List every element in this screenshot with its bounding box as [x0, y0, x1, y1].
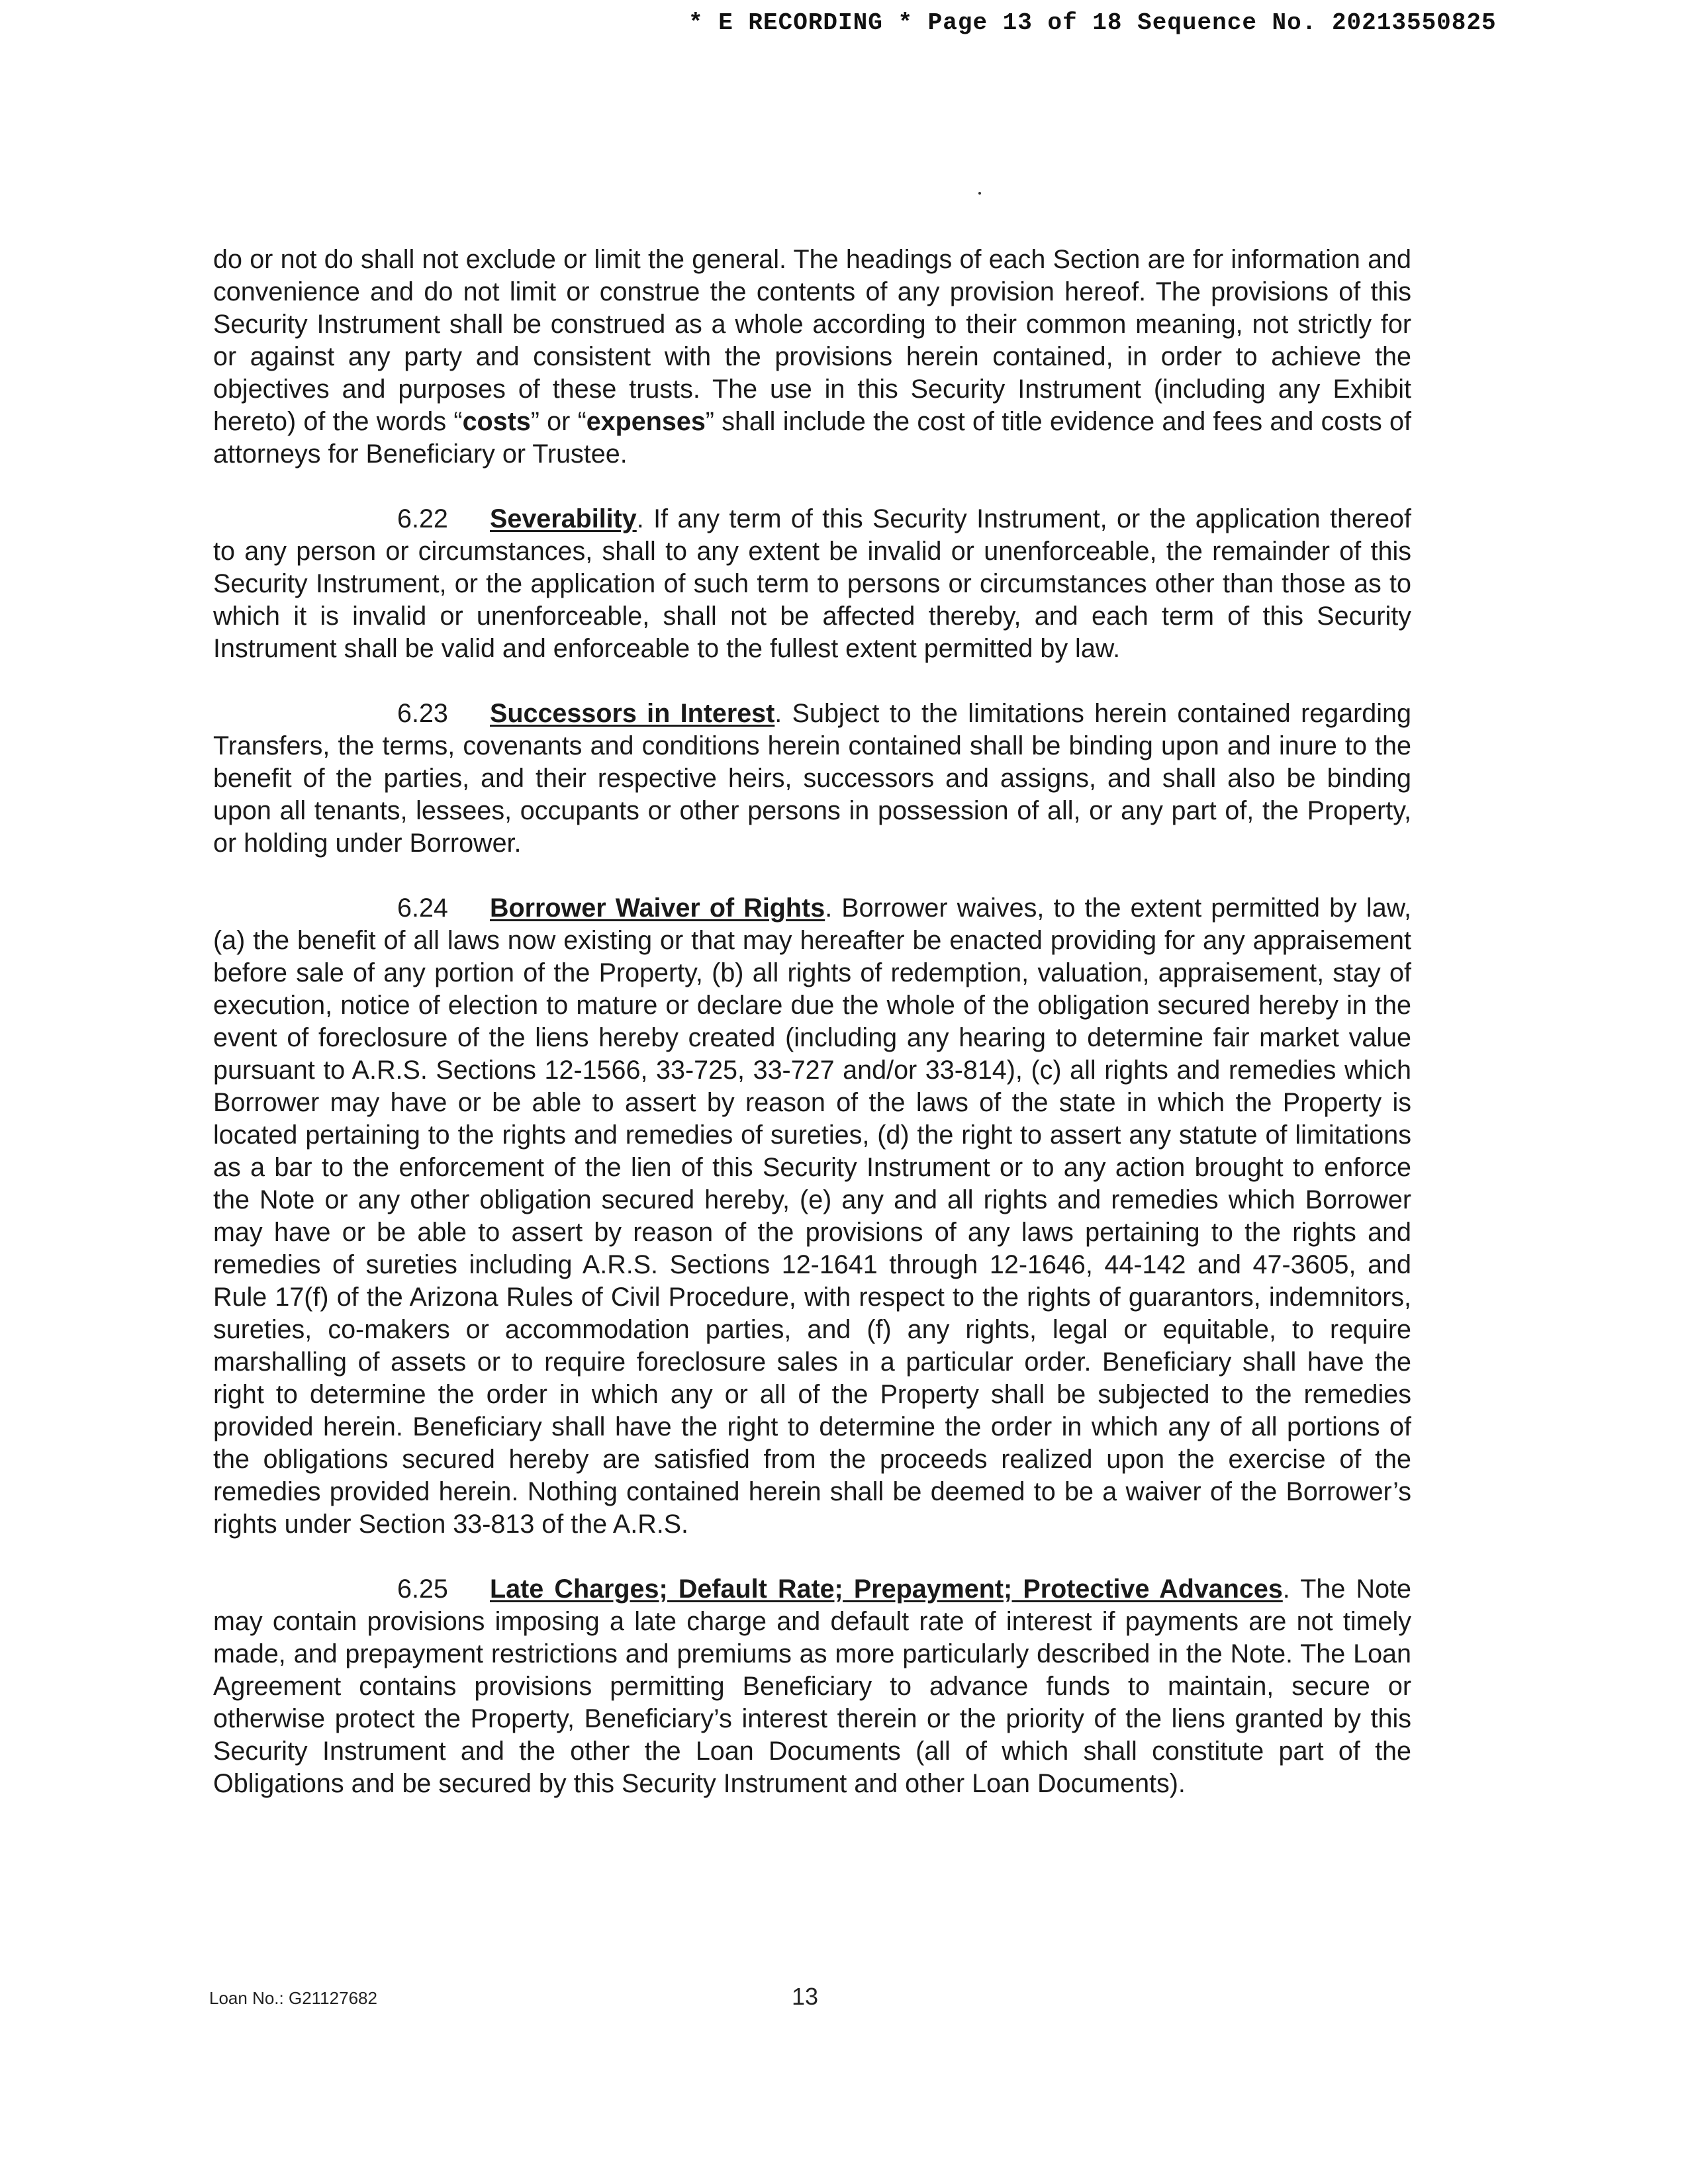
section-number: 6.23 — [397, 699, 448, 728]
term-costs: costs — [462, 407, 531, 436]
section-6-23 — [213, 698, 1411, 860]
section-6-24 — [213, 892, 1411, 1541]
intro-text-2: ” or “ — [530, 407, 586, 436]
section-number: 6.24 — [397, 893, 448, 923]
section-heading-borrower-waiver-of-rights: Borrower Waiver of Rights — [490, 893, 825, 923]
section-text: . The Note may contain provisions imposing a late charge and default rate of interest if payments are not timely made, and prepayment restrictions and premiums as more particularly described in the Note. The Loan Agreement contains provisions permitting Beneficiary to advance funds to maintain, secure or otherwise protect the Property, Beneficiary’s interest therein or the priority of the liens granted by this Security Instrument and the other the Loan Documents (all of which shall constitute part of the Obligations and be secured by this Security Instrument and other Loan Documents). — [213, 1574, 1411, 1798]
section-text: . If any term of this Security Instrument, or the application thereof to any person or circumstances, shall to any extent be invalid or unenforceable, the remainder of this Security Instrument, or the application of such term to persons or circumstances other than those as to which it is invalid or unenforceable, shall not be affected thereby, and each term of this Security Instrument shall be valid and enforceable to the fullest extent permitted by law. — [213, 504, 1411, 663]
section-text: . Subject to the limitations herein contained regarding Transfers, the terms, covenants and conditions herein contained shall be binding upon and inure to the benefit of the parties, and their respective heirs, successors and assigns, and shall also be binding upon all tenants, lessees, occupants or other persons in possession of all, or any part of, the Property, or holding under Borrower. — [213, 699, 1411, 858]
section-text: . Borrower waives, to the extent permitted by law, (a) the benefit of all laws now existing or that may hereafter be enacted providing for any appraisement before sale of any portion of the Property, (b) all rights of redemption, valuation, appraisement, stay of execution, notice of election to mature or declare due the whole of the obligation secured hereby in the event of foreclosure of the liens hereby created (including any hearing to determine fair market value pursuant to A.R.S. Sections 12-1566, 33-725, 33-727 and/or 33-814), (c) all rights and remedies which Borrower may have or be able to assert by reason of the laws of the state in which the Property is located pertaining to the rights and remedies of sureties, (d) the right to assert any statute of limitations as a bar to the enforcement of the lien of this Security Instrument or to any action brought to enforce the Note or any other obligation secured hereby, (e) any and all rights and remedies which Borrower may have or be able to assert by reason of the provisions of any laws pertaining to the rights and remedies of sureties including A.R.S. Sections 12-1641 through 12-1646, 44-142 and 47-3605, and Rule 17(f) of the Arizona Rules of Civil Procedure, with respect to the rights of guarantors, indemnitors, sureties, co-makers or accommodation parties, and (f) any rights, legal or equitable, to require marshalling of assets or to require foreclosure sales in a particular order. Beneficiary shall have the right to determine the order in which any or all of the Property shall be subjected to the remedies provided herein. Beneficiary shall have the right to determine the order in which any of all portions of the obligations secured hereby are satisfied from the proceeds realized upon the exercise of the remedies provided herein. Nothing contained herein shall be deemed to be a waiver of the Borrower’s rights under Section 33-813 of the A.R.S. — [213, 893, 1411, 1539]
loan-number: Loan No.: G21127682 — [209, 1988, 377, 2008]
page-number: 13 — [792, 1983, 819, 2010]
intro-text-3: ” shall include the cost of title evidence and fees and costs of attorneys for Beneficiary or Trustee. — [213, 407, 1411, 469]
section-heading-successors-in-interest: Successors in Interest — [490, 699, 775, 728]
scan-artifact-dot — [978, 192, 981, 195]
document-body — [213, 244, 1411, 1833]
section-6-22 — [213, 503, 1411, 665]
intro-text-1: do or not do shall not exclude or limit the general. The headings of each Section are for information and convenience and do not limit or construe the contents of any provision hereof. The provisions of this Security Instrument shall be construed as a whole according to their common meaning, not strictly for or against any party and consistent with the provisions herein contained, in order to achieve the objectives and purposes of these trusts. The use in this Security Instrument (including any Exhibit hereto) of the words “ — [213, 245, 1411, 436]
section-number: 6.25 — [397, 1574, 448, 1604]
section-heading-late-charges: Late Charges; Default Rate; Prepayment; Protective Advances — [490, 1574, 1283, 1604]
recording-header: * E RECORDING * Page 13 of 18 Sequence No. 20213550825 — [688, 9, 1497, 36]
section-heading-severability: Severability — [490, 504, 637, 533]
term-expenses: expenses — [586, 407, 706, 436]
section-6-25 — [213, 1573, 1411, 1800]
section-number: 6.22 — [397, 504, 448, 533]
intro-paragraph — [213, 244, 1411, 471]
